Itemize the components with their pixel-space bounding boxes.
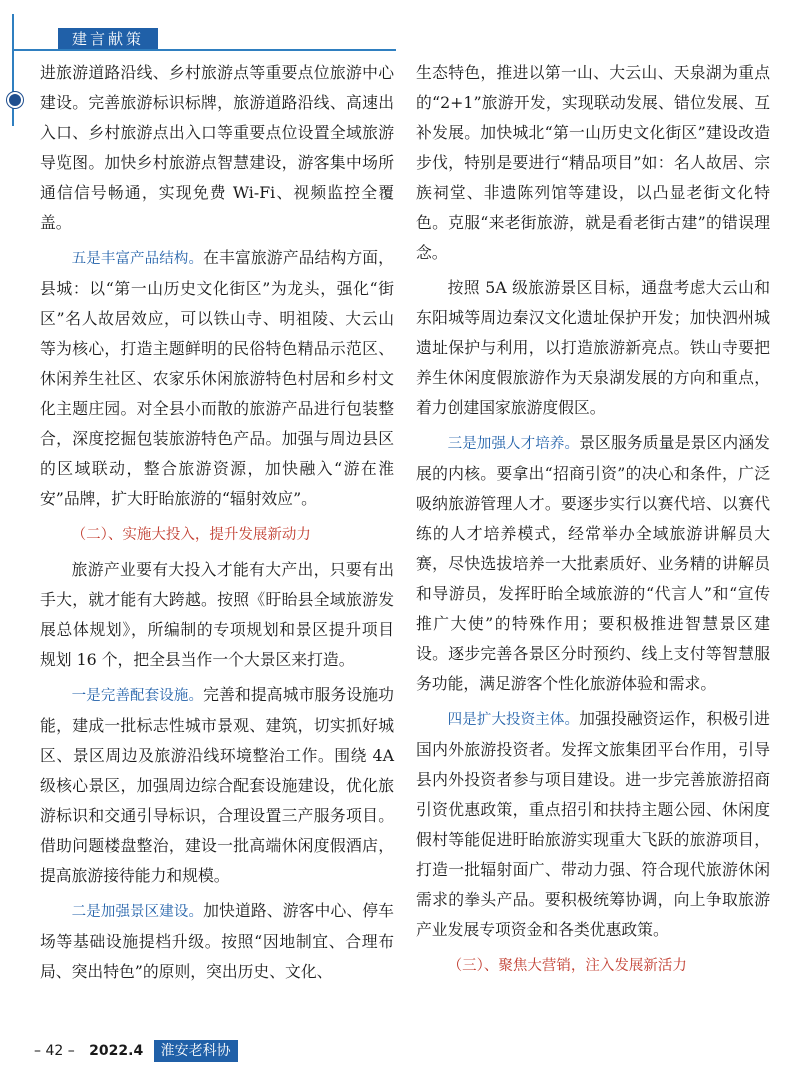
paragraph: 进旅游道路沿线、乡村旅游点等重要点位旅游中心建设。完善旅游标识标牌，旅游道路沿线、高速出入口、乡村旅游点出入口等重要点位设置全域旅游导览图。加快乡村旅游点智慧建设，游客集中场所通信信号畅通，实现免费 Wi-Fi、视频监控全覆盖。: [40, 63, 394, 232]
paragraph: [416, 428, 770, 699]
footer: [34, 1040, 238, 1062]
paragraph: 旅游产业要有大投入才能有大产出，只要有出手大，就才能有大跨越。按照《盱眙县全域旅游发展总体规划》，所编制的专项规划和景区提升项目规划 16 个，把全县当作一个大景区来打造。: [40, 560, 394, 669]
paragraph-body: 景区服务质量是景区内涵发展的内核。要拿出“招商引资”的决心和条件，广泛吸纳旅游管理人才。要逐步实行以赛代培、以赛代练的人才培养模式，经常举办全域旅游讲解员大赛，尽快选拔培养一大批素质好、业务精的讲解员和导游员，发挥盱眙全域旅游的“代言人”和“宣传推广大使”的特殊作用；要积极推进智慧景区建设。逐步完善各景区分时预约、线上支付等智慧服务功能，满足游客个性化旅游体验和需求。: [416, 433, 770, 693]
paragraph-body: 加强投融资运作，积极引进国内外旅游投资者。发挥文旅集团平台作用，引导县内外投资者参与项目建设。进一步完善旅游招商引资优惠政策，重点招引和扶持主题公园、休闲度假村等能促进盱眙旅游实现重大飞跃的旅游项目，打造一批辐射面广、带动力强、符合现代旅游休闲需求的拳头产品。要积极统筹协调，向上争取旅游产业发展专项资金和各类优惠政策。: [416, 709, 770, 939]
left-column: [40, 58, 394, 987]
magazine-name: 淮安老科协: [154, 1040, 238, 1062]
paragraph-lead: 二是加强景区建设。: [71, 904, 204, 920]
paragraph: 生态特色，推进以第一山、大云山、天泉湖为重点的“2+1”旅游开发，实现联动发展、错位发展、互补发展。加快城北“第一山历史文化街区”建设改造步伐，特别是要进行“精品项目”如：名人故居、宗族祠堂、非遗陈列馆等建设，以凸显老街文化特色。克服“来老街旅游，就是看老街古建”的错误理念。: [416, 63, 770, 262]
paragraph: [416, 704, 770, 945]
section-heading: [40, 519, 394, 550]
header-rule: [14, 49, 396, 51]
header-dot-icon: [7, 92, 23, 108]
header-vertical-line: [12, 14, 14, 126]
paragraph: [40, 243, 394, 514]
paragraph-body: 在丰富旅游产品结构方面，县城：以“第一山历史文化街区”为龙头，强化“街区”名人故居效应，可以铁山寺、明祖陵、大云山等为核心，打造主题鲜明的民俗特色精品示范区、休闲养生社区、农家乐休闲旅游特色村居和乡村文化主题庄园。对全县小而散的旅游产品进行包装整合，深度挖掘包装旅游特色产品。加强与周边县区的区域联动，整合旅游资源，加快融入“游在淮安”品牌，扩大盱眙旅游的“辐射效应”。: [40, 248, 394, 508]
page-number: – 42 –: [34, 1043, 75, 1059]
right-column: [416, 58, 770, 981]
section-tag: 建言献策: [58, 28, 158, 50]
paragraph-lead: 四是扩大投资主体。: [447, 712, 580, 728]
paragraph-body: 加快道路、游客中心、停车场等基础设施提档升级。按照“因地制宜、合理布局、突出特色”的原则，突出历史、文化、: [40, 901, 394, 981]
paragraph-lead: 一是完善配套设施。: [71, 688, 204, 704]
issue-number: 2022.4: [89, 1043, 144, 1059]
section-title: （二）、实施大投入，提升发展新动力: [71, 527, 311, 543]
paragraph-body: 完善和提高城市服务设施功能，建成一批标志性城市景观、建筑，切实抓好城区、景区周边及旅游沿线环境整治工作。围绕 4A 级核心景区，加强周边综合配套设施建设，优化旅游标识和交通引导标识，合理设置三产服务项目。借助问题楼盘整治，建设一批高端休闲度假酒店，提高旅游接待能力和规模。: [40, 685, 394, 885]
paragraph-lead: 五是丰富产品结构。: [71, 251, 204, 267]
section-title: （三）、聚焦大营销，注入发展新活力: [447, 958, 687, 974]
paragraph: 按照 5A 级旅游景区目标，通盘考虑大云山和东阳城等周边秦汉文化遗址保护开发；加快泗州城遗址保护与利用，以打造旅游新亮点。铁山寺要把养生休闲度假旅游作为天泉湖发展的方向和重点，着力创建国家旅游度假区。: [416, 278, 770, 417]
paragraph-lead: 三是加强人才培养。: [447, 436, 580, 452]
paragraph: [40, 680, 394, 891]
paragraph: [40, 896, 394, 987]
section-heading: [416, 950, 770, 981]
